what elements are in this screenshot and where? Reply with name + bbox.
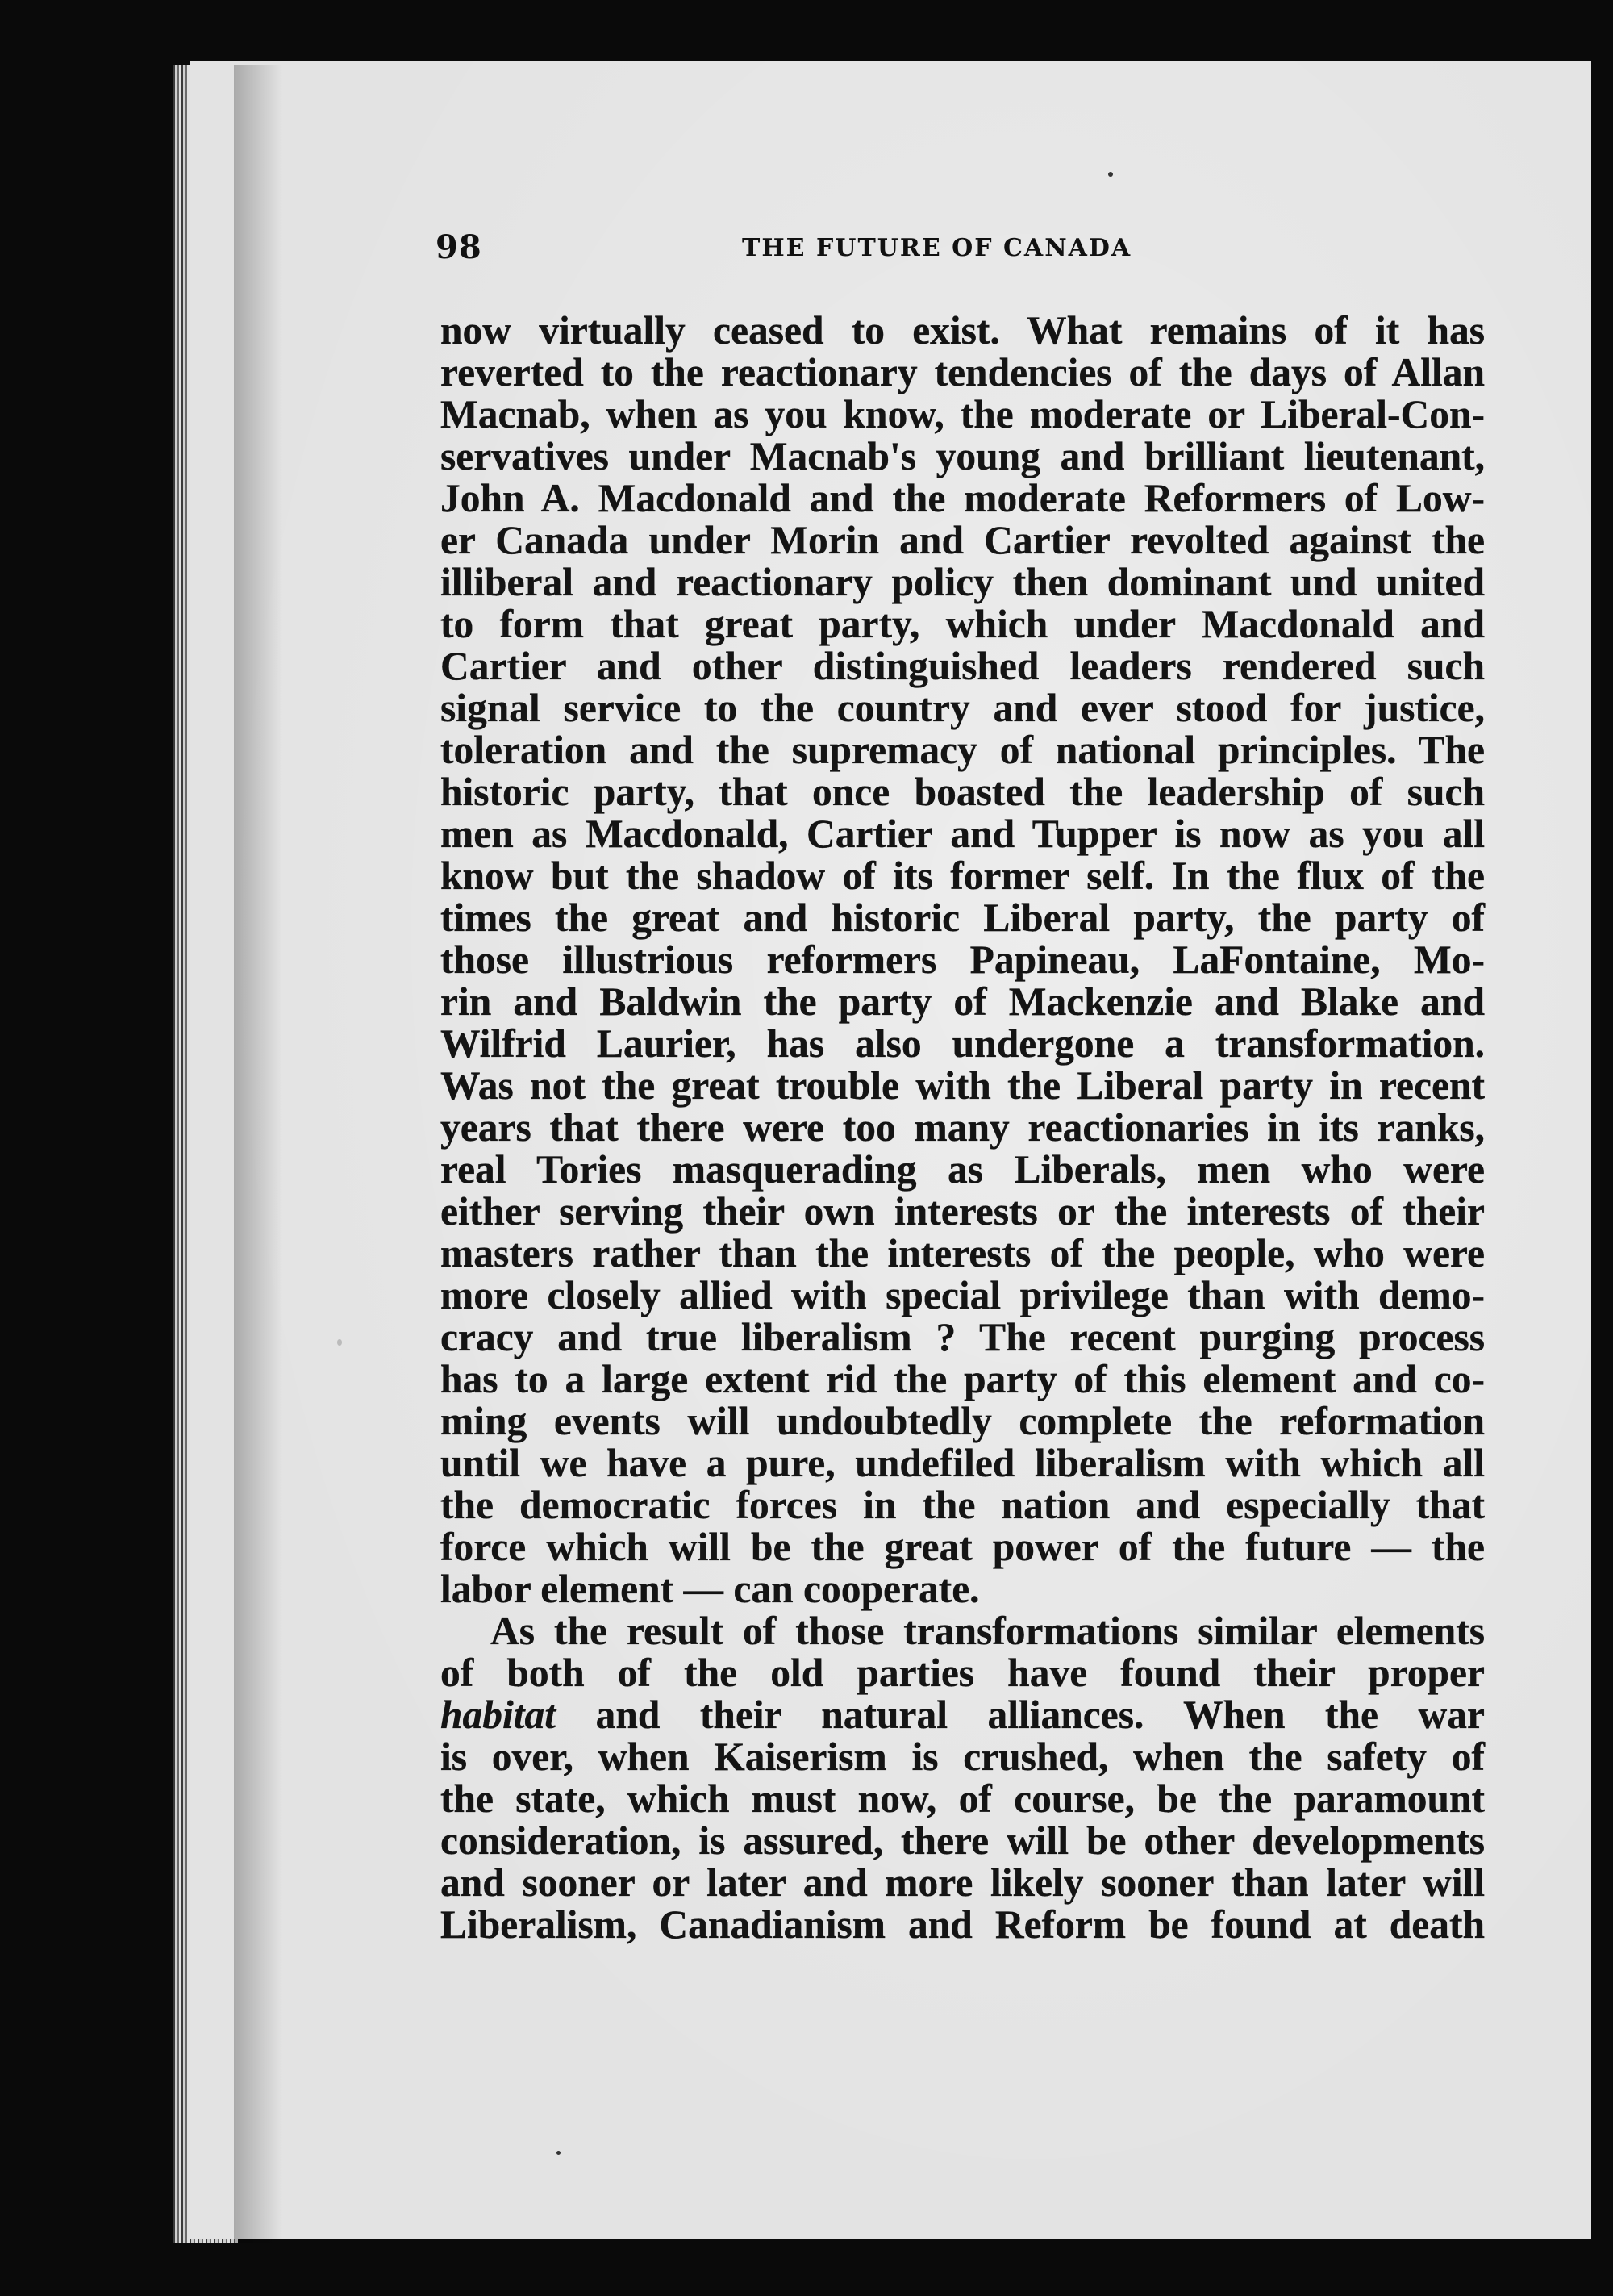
text-line: Macnab, when as you know, the moderate or Liberal-Con-	[440, 392, 1485, 436]
text-line: those illustrious reformers Papineau, LaFontaine, Mo-	[440, 937, 1485, 982]
paragraph	[440, 310, 1485, 1610]
page-number: 98	[436, 228, 482, 266]
speck-mark	[337, 1339, 342, 1346]
text-line: times the great and historic Liberal party, the party of	[440, 895, 1485, 940]
text-line: the democratic forces in the nation and especially that	[440, 1483, 1485, 1527]
text-line: of both of the old parties have found their proper	[440, 1651, 1485, 1695]
italic-word: habitat	[440, 1693, 556, 1737]
text-line: signal service to the country and ever stood for justice,	[440, 686, 1485, 730]
body-text	[440, 310, 1485, 1946]
speck-mark	[556, 2151, 561, 2155]
speck-mark	[1108, 172, 1113, 177]
text-line: toleration and the supremacy of national principles. The	[440, 728, 1485, 772]
text-line: has to a large extent rid the party of this element and co-	[440, 1357, 1485, 1401]
text-line: historic party, that once boasted the leadership of such	[440, 770, 1485, 814]
text-line: real Tories masquerading as Liberals, men who were	[440, 1147, 1485, 1192]
text-line: and sooner or later and more likely sooner than later will	[440, 1860, 1485, 1905]
text-line: men as Macdonald, Cartier and Tupper is now as you all	[440, 812, 1485, 856]
text-line: force which will be the great power of the future — the	[440, 1525, 1485, 1569]
text-line: Was not the great trouble with the Liberal party in recent	[440, 1063, 1485, 1108]
gutter-shadow	[234, 65, 282, 2243]
text-line: labor element — can cooperate.	[440, 1567, 980, 1611]
text-fragment: and their natural alliances. When the war	[556, 1693, 1485, 1737]
text-line: years that there were too many reactionaries in its ranks,	[440, 1105, 1485, 1150]
text-line: Cartier and other distinguished leaders rendered such	[440, 644, 1485, 688]
text-line: er Canada under Morin and Cartier revolted against the	[440, 518, 1485, 562]
text-line: illiberal and reactionary policy then dominant und united	[440, 560, 1485, 604]
text-line: know but the shadow of its former self. In the flux of the	[440, 854, 1485, 898]
running-title: THE FUTURE OF CANADA	[742, 234, 1132, 262]
text-line: until we have a pure, undefiled liberalism with which all	[440, 1441, 1485, 1485]
text-line: either serving their own interests or the interests of their	[440, 1189, 1485, 1234]
text-line: reverted to the reactionary tendencies of the days of Allan	[440, 350, 1485, 394]
text-line: rin and Baldwin the party of Mackenzie and Blake and	[440, 979, 1485, 1024]
text-line	[440, 1694, 1485, 1736]
text-line: more closely allied with special privilege than with demo-	[440, 1273, 1485, 1317]
text-line: ming events will undoubtedly complete the reformation	[440, 1399, 1485, 1443]
text-line: to form that great party, which under Macdonald and	[440, 602, 1485, 646]
text-line: is over, when Kaiserism is crushed, when the safety of	[440, 1735, 1485, 1779]
text-line: Wilfrid Laurier, has also undergone a transformation.	[440, 1021, 1485, 1066]
text-line: As the result of those transformations similar elements	[490, 1609, 1485, 1653]
page-header	[436, 228, 1484, 277]
text-line: consideration, is assured, there will be other developments	[440, 1818, 1485, 1863]
text-line: servatives under Macnab's young and brilliant lieutenant,	[440, 434, 1485, 478]
text-line: the state, which must now, of course, be the paramount	[440, 1776, 1485, 1821]
text-line: now virtually ceased to exist. What remains of it has	[440, 308, 1485, 353]
text-line: John A. Macdonald and the moderate Reformers of Low-	[440, 476, 1485, 520]
text-line: Liberalism, Canadianism and Reform be found at death	[440, 1902, 1485, 1947]
text-line: cracy and true liberalism ? The recent purging process	[440, 1315, 1485, 1359]
text-line: masters rather than the interests of the people, who were	[440, 1231, 1485, 1275]
